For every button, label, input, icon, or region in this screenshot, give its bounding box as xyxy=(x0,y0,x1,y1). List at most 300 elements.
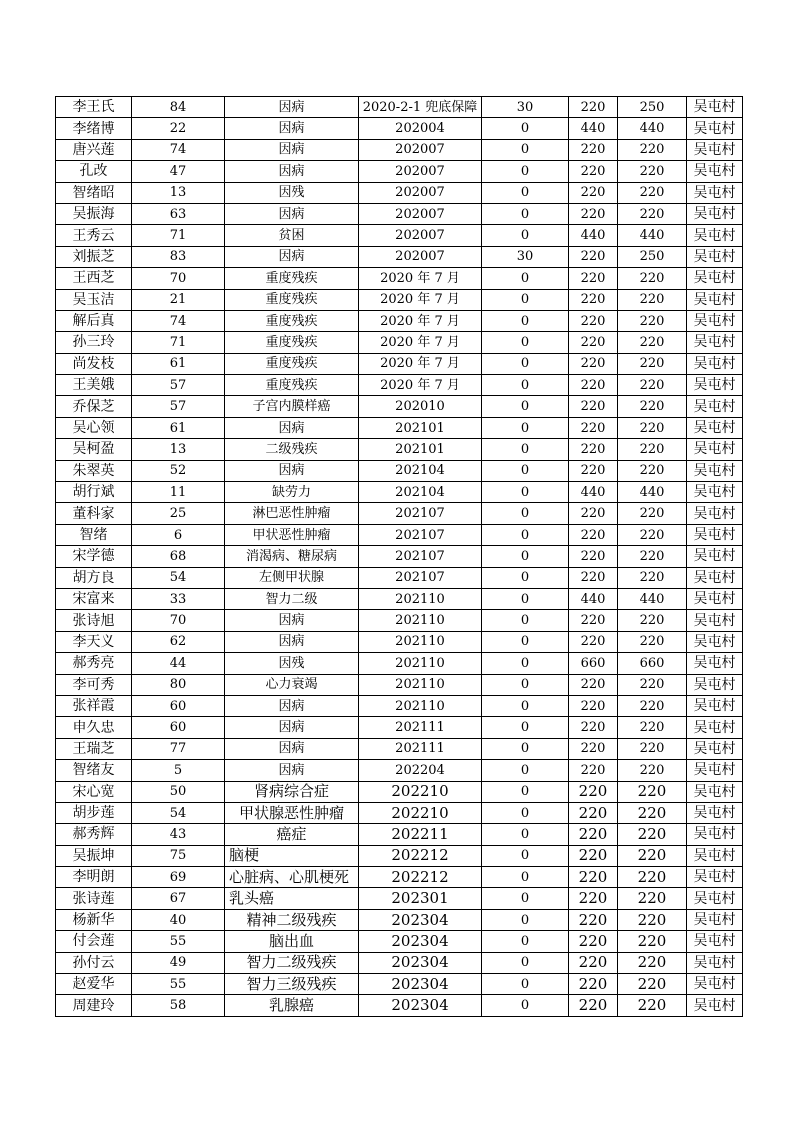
reason-cell: 因病 xyxy=(225,610,359,631)
name-cell: 刘振芝 xyxy=(56,246,132,267)
date-cell: 202107 xyxy=(359,546,482,567)
village-cell: 吴屯村 xyxy=(687,738,743,759)
table-row xyxy=(56,268,743,289)
total-cell: 220 xyxy=(618,503,687,524)
village-cell: 吴屯村 xyxy=(687,867,743,888)
age-cell: 13 xyxy=(132,439,225,460)
table-row xyxy=(56,246,743,267)
standard-cell: 220 xyxy=(569,631,618,652)
age-cell: 47 xyxy=(132,161,225,182)
reason-cell: 智力二级 xyxy=(225,588,359,609)
standard-cell: 220 xyxy=(569,760,618,781)
age-cell: 60 xyxy=(132,717,225,738)
village-cell: 吴屯村 xyxy=(687,417,743,438)
standard-cell: 220 xyxy=(569,952,618,973)
table-row xyxy=(56,845,743,866)
age-cell: 70 xyxy=(132,610,225,631)
name-cell: 胡方良 xyxy=(56,567,132,588)
extra-cell: 0 xyxy=(482,503,569,524)
age-cell: 71 xyxy=(132,225,225,246)
name-cell: 吴玉洁 xyxy=(56,289,132,310)
age-cell: 11 xyxy=(132,482,225,503)
name-cell: 张祥霞 xyxy=(56,695,132,716)
date-cell: 202107 xyxy=(359,503,482,524)
table-row xyxy=(56,417,743,438)
standard-cell: 220 xyxy=(569,695,618,716)
name-cell: 王美娥 xyxy=(56,375,132,396)
table-row xyxy=(56,332,743,353)
table-row xyxy=(56,717,743,738)
extra-cell: 0 xyxy=(482,439,569,460)
total-cell: 660 xyxy=(618,653,687,674)
age-cell: 67 xyxy=(132,888,225,909)
table-row xyxy=(56,995,743,1016)
extra-cell: 0 xyxy=(482,289,569,310)
name-cell: 李王氏 xyxy=(56,97,132,118)
extra-cell: 0 xyxy=(482,482,569,503)
reason-cell: 脑梗 xyxy=(225,845,359,866)
village-cell: 吴屯村 xyxy=(687,97,743,118)
reason-cell: 因病 xyxy=(225,97,359,118)
date-cell: 202212 xyxy=(359,845,482,866)
total-cell: 220 xyxy=(618,909,687,930)
extra-cell: 0 xyxy=(482,995,569,1016)
name-cell: 朱翠英 xyxy=(56,460,132,481)
extra-cell: 0 xyxy=(482,760,569,781)
reason-cell: 智力三级残疾 xyxy=(225,974,359,995)
extra-cell: 0 xyxy=(482,268,569,289)
standard-cell: 220 xyxy=(569,289,618,310)
extra-cell: 0 xyxy=(482,695,569,716)
date-cell: 202104 xyxy=(359,482,482,503)
village-cell: 吴屯村 xyxy=(687,610,743,631)
standard-cell: 220 xyxy=(569,867,618,888)
name-cell: 吴振海 xyxy=(56,203,132,224)
total-cell: 250 xyxy=(618,97,687,118)
name-cell: 智绪 xyxy=(56,524,132,545)
name-cell: 付会莲 xyxy=(56,931,132,952)
date-cell: 202304 xyxy=(359,952,482,973)
name-cell: 董科家 xyxy=(56,503,132,524)
reason-cell: 左侧甲状腺 xyxy=(225,567,359,588)
table-row xyxy=(56,738,743,759)
name-cell: 李明朗 xyxy=(56,867,132,888)
name-cell: 乔保芝 xyxy=(56,396,132,417)
date-cell: 202010 xyxy=(359,396,482,417)
reason-cell: 因病 xyxy=(225,246,359,267)
date-cell: 202210 xyxy=(359,781,482,802)
total-cell: 440 xyxy=(618,482,687,503)
table-row xyxy=(56,161,743,182)
extra-cell: 0 xyxy=(482,460,569,481)
village-cell: 吴屯村 xyxy=(687,246,743,267)
total-cell: 220 xyxy=(618,695,687,716)
total-cell: 220 xyxy=(618,738,687,759)
date-cell: 2020 年 7 月 xyxy=(359,310,482,331)
table-row xyxy=(56,952,743,973)
total-cell: 220 xyxy=(618,824,687,845)
standard-cell: 220 xyxy=(569,353,618,374)
age-cell: 61 xyxy=(132,353,225,374)
total-cell: 220 xyxy=(618,867,687,888)
village-cell: 吴屯村 xyxy=(687,225,743,246)
standard-cell: 220 xyxy=(569,974,618,995)
age-cell: 33 xyxy=(132,588,225,609)
date-cell: 202304 xyxy=(359,931,482,952)
table-row xyxy=(56,396,743,417)
age-cell: 55 xyxy=(132,974,225,995)
extra-cell: 0 xyxy=(482,375,569,396)
standard-cell: 220 xyxy=(569,610,618,631)
date-cell: 202111 xyxy=(359,738,482,759)
name-cell: 胡步莲 xyxy=(56,802,132,823)
age-cell: 84 xyxy=(132,97,225,118)
standard-cell: 220 xyxy=(569,717,618,738)
standard-cell: 220 xyxy=(569,802,618,823)
total-cell: 220 xyxy=(618,289,687,310)
table-row xyxy=(56,653,743,674)
date-cell: 202007 xyxy=(359,182,482,203)
village-cell: 吴屯村 xyxy=(687,161,743,182)
total-cell: 220 xyxy=(618,546,687,567)
date-cell: 202204 xyxy=(359,760,482,781)
reason-cell: 智力二级残疾 xyxy=(225,952,359,973)
extra-cell: 0 xyxy=(482,567,569,588)
name-cell: 孙三玲 xyxy=(56,332,132,353)
extra-cell: 0 xyxy=(482,802,569,823)
name-cell: 李可秀 xyxy=(56,674,132,695)
reason-cell: 子宫内膜样癌 xyxy=(225,396,359,417)
table-row xyxy=(56,353,743,374)
name-cell: 唐兴莲 xyxy=(56,139,132,160)
age-cell: 50 xyxy=(132,781,225,802)
total-cell: 250 xyxy=(618,246,687,267)
standard-cell: 220 xyxy=(569,310,618,331)
age-cell: 83 xyxy=(132,246,225,267)
standard-cell: 220 xyxy=(569,546,618,567)
village-cell: 吴屯村 xyxy=(687,482,743,503)
village-cell: 吴屯村 xyxy=(687,524,743,545)
standard-cell: 220 xyxy=(569,524,618,545)
date-cell: 202004 xyxy=(359,118,482,139)
extra-cell: 0 xyxy=(482,182,569,203)
age-cell: 55 xyxy=(132,931,225,952)
table-row xyxy=(56,546,743,567)
total-cell: 220 xyxy=(618,203,687,224)
standard-cell: 660 xyxy=(569,653,618,674)
name-cell: 吴振坤 xyxy=(56,845,132,866)
age-cell: 57 xyxy=(132,396,225,417)
age-cell: 43 xyxy=(132,824,225,845)
village-cell: 吴屯村 xyxy=(687,760,743,781)
date-cell: 202110 xyxy=(359,674,482,695)
name-cell: 郝秀辉 xyxy=(56,824,132,845)
extra-cell: 0 xyxy=(482,738,569,759)
extra-cell: 0 xyxy=(482,653,569,674)
name-cell: 宋心宽 xyxy=(56,781,132,802)
reason-cell: 因病 xyxy=(225,717,359,738)
village-cell: 吴屯村 xyxy=(687,674,743,695)
reason-cell: 乳头癌 xyxy=(225,888,359,909)
date-cell: 202110 xyxy=(359,588,482,609)
age-cell: 68 xyxy=(132,546,225,567)
date-cell: 202304 xyxy=(359,995,482,1016)
table-row xyxy=(56,631,743,652)
name-cell: 郝秀亮 xyxy=(56,653,132,674)
total-cell: 220 xyxy=(618,802,687,823)
village-cell: 吴屯村 xyxy=(687,289,743,310)
date-cell: 202101 xyxy=(359,439,482,460)
standard-cell: 220 xyxy=(569,674,618,695)
total-cell: 220 xyxy=(618,610,687,631)
total-cell: 220 xyxy=(618,139,687,160)
village-cell: 吴屯村 xyxy=(687,974,743,995)
extra-cell: 0 xyxy=(482,310,569,331)
reason-cell: 因病 xyxy=(225,417,359,438)
extra-cell: 0 xyxy=(482,203,569,224)
age-cell: 77 xyxy=(132,738,225,759)
extra-cell: 0 xyxy=(482,867,569,888)
total-cell: 440 xyxy=(618,225,687,246)
reason-cell: 淋巴恶性肿瘤 xyxy=(225,503,359,524)
table-row xyxy=(56,203,743,224)
table-row xyxy=(56,97,743,118)
date-cell: 202110 xyxy=(359,610,482,631)
total-cell: 220 xyxy=(618,268,687,289)
village-cell: 吴屯村 xyxy=(687,203,743,224)
reason-cell: 重度残疾 xyxy=(225,289,359,310)
date-cell: 202210 xyxy=(359,802,482,823)
date-cell: 202212 xyxy=(359,867,482,888)
age-cell: 44 xyxy=(132,653,225,674)
date-cell: 202111 xyxy=(359,717,482,738)
total-cell: 220 xyxy=(618,332,687,353)
extra-cell: 0 xyxy=(482,225,569,246)
reason-cell: 因残 xyxy=(225,182,359,203)
total-cell: 220 xyxy=(618,567,687,588)
standard-cell: 220 xyxy=(569,439,618,460)
table-row xyxy=(56,118,743,139)
date-cell: 202007 xyxy=(359,246,482,267)
village-cell: 吴屯村 xyxy=(687,268,743,289)
reason-cell: 因病 xyxy=(225,118,359,139)
standard-cell: 220 xyxy=(569,909,618,930)
name-cell: 李绪博 xyxy=(56,118,132,139)
date-cell: 202211 xyxy=(359,824,482,845)
reason-cell: 二级残疾 xyxy=(225,439,359,460)
table-row xyxy=(56,695,743,716)
village-cell: 吴屯村 xyxy=(687,353,743,374)
standard-cell: 220 xyxy=(569,375,618,396)
table-row xyxy=(56,503,743,524)
reason-cell: 因病 xyxy=(225,631,359,652)
village-cell: 吴屯村 xyxy=(687,802,743,823)
reason-cell: 重度残疾 xyxy=(225,332,359,353)
date-cell: 2020 年 7 月 xyxy=(359,268,482,289)
table-row xyxy=(56,802,743,823)
extra-cell: 0 xyxy=(482,353,569,374)
reason-cell: 癌症 xyxy=(225,824,359,845)
village-cell: 吴屯村 xyxy=(687,588,743,609)
extra-cell: 0 xyxy=(482,631,569,652)
standard-cell: 220 xyxy=(569,995,618,1016)
date-cell: 202104 xyxy=(359,460,482,481)
date-cell: 202007 xyxy=(359,161,482,182)
extra-cell: 0 xyxy=(482,674,569,695)
total-cell: 220 xyxy=(618,439,687,460)
age-cell: 49 xyxy=(132,952,225,973)
reason-cell: 脑出血 xyxy=(225,931,359,952)
standard-cell: 220 xyxy=(569,97,618,118)
table-row xyxy=(56,375,743,396)
total-cell: 220 xyxy=(618,417,687,438)
date-cell: 202007 xyxy=(359,203,482,224)
age-cell: 62 xyxy=(132,631,225,652)
name-cell: 解后真 xyxy=(56,310,132,331)
reason-cell: 缺劳力 xyxy=(225,482,359,503)
standard-cell: 220 xyxy=(569,246,618,267)
table-row xyxy=(56,931,743,952)
name-cell: 吴心领 xyxy=(56,417,132,438)
standard-cell: 220 xyxy=(569,417,618,438)
standard-cell: 220 xyxy=(569,332,618,353)
total-cell: 220 xyxy=(618,182,687,203)
total-cell: 220 xyxy=(618,845,687,866)
table-row xyxy=(56,482,743,503)
date-cell: 202304 xyxy=(359,909,482,930)
date-cell: 202110 xyxy=(359,653,482,674)
reason-cell: 贫困 xyxy=(225,225,359,246)
village-cell: 吴屯村 xyxy=(687,824,743,845)
age-cell: 69 xyxy=(132,867,225,888)
total-cell: 220 xyxy=(618,717,687,738)
table-row xyxy=(56,139,743,160)
village-cell: 吴屯村 xyxy=(687,952,743,973)
date-cell: 202301 xyxy=(359,888,482,909)
extra-cell: 0 xyxy=(482,139,569,160)
reason-cell: 因病 xyxy=(225,760,359,781)
reason-cell: 重度残疾 xyxy=(225,353,359,374)
date-cell: 2020-2-1 兜底保障 xyxy=(359,97,482,118)
age-cell: 6 xyxy=(132,524,225,545)
village-cell: 吴屯村 xyxy=(687,567,743,588)
age-cell: 54 xyxy=(132,567,225,588)
reason-cell: 因病 xyxy=(225,203,359,224)
table-row xyxy=(56,781,743,802)
age-cell: 25 xyxy=(132,503,225,524)
village-cell: 吴屯村 xyxy=(687,332,743,353)
total-cell: 220 xyxy=(618,931,687,952)
standard-cell: 220 xyxy=(569,268,618,289)
name-cell: 王秀云 xyxy=(56,225,132,246)
extra-cell: 0 xyxy=(482,546,569,567)
age-cell: 57 xyxy=(132,375,225,396)
name-cell: 宋学德 xyxy=(56,546,132,567)
standard-cell: 220 xyxy=(569,203,618,224)
village-cell: 吴屯村 xyxy=(687,781,743,802)
extra-cell: 30 xyxy=(482,97,569,118)
reason-cell: 乳腺癌 xyxy=(225,995,359,1016)
date-cell: 202304 xyxy=(359,974,482,995)
age-cell: 60 xyxy=(132,695,225,716)
table-row xyxy=(56,610,743,631)
village-cell: 吴屯村 xyxy=(687,631,743,652)
extra-cell: 0 xyxy=(482,952,569,973)
standard-cell: 220 xyxy=(569,738,618,759)
reason-cell: 因病 xyxy=(225,738,359,759)
table-row xyxy=(56,674,743,695)
table-row xyxy=(56,524,743,545)
total-cell: 220 xyxy=(618,460,687,481)
reason-cell: 因残 xyxy=(225,653,359,674)
village-cell: 吴屯村 xyxy=(687,888,743,909)
age-cell: 58 xyxy=(132,995,225,1016)
standard-cell: 440 xyxy=(569,588,618,609)
table-row xyxy=(56,888,743,909)
village-cell: 吴屯村 xyxy=(687,909,743,930)
total-cell: 220 xyxy=(618,524,687,545)
village-cell: 吴屯村 xyxy=(687,182,743,203)
reason-cell: 重度残疾 xyxy=(225,310,359,331)
standard-cell: 220 xyxy=(569,396,618,417)
table-row xyxy=(56,567,743,588)
table-row xyxy=(56,460,743,481)
name-cell: 周建玲 xyxy=(56,995,132,1016)
date-cell: 2020 年 7 月 xyxy=(359,332,482,353)
extra-cell: 0 xyxy=(482,610,569,631)
total-cell: 220 xyxy=(618,310,687,331)
village-cell: 吴屯村 xyxy=(687,439,743,460)
table-row xyxy=(56,289,743,310)
standard-cell: 220 xyxy=(569,931,618,952)
extra-cell: 0 xyxy=(482,824,569,845)
name-cell: 孙付云 xyxy=(56,952,132,973)
village-cell: 吴屯村 xyxy=(687,375,743,396)
age-cell: 40 xyxy=(132,909,225,930)
extra-cell: 0 xyxy=(482,332,569,353)
total-cell: 220 xyxy=(618,781,687,802)
date-cell: 2020 年 7 月 xyxy=(359,375,482,396)
standard-cell: 440 xyxy=(569,482,618,503)
date-cell: 202107 xyxy=(359,524,482,545)
standard-cell: 220 xyxy=(569,888,618,909)
age-cell: 80 xyxy=(132,674,225,695)
age-cell: 54 xyxy=(132,802,225,823)
table-row xyxy=(56,867,743,888)
relief-roster-table xyxy=(55,96,743,1017)
reason-cell: 甲状恶性肿瘤 xyxy=(225,524,359,545)
village-cell: 吴屯村 xyxy=(687,845,743,866)
village-cell: 吴屯村 xyxy=(687,118,743,139)
total-cell: 220 xyxy=(618,396,687,417)
village-cell: 吴屯村 xyxy=(687,396,743,417)
age-cell: 74 xyxy=(132,310,225,331)
name-cell: 宋富来 xyxy=(56,588,132,609)
reason-cell: 因病 xyxy=(225,460,359,481)
age-cell: 22 xyxy=(132,118,225,139)
date-cell: 202110 xyxy=(359,695,482,716)
village-cell: 吴屯村 xyxy=(687,139,743,160)
table-row xyxy=(56,439,743,460)
table-row xyxy=(56,974,743,995)
total-cell: 220 xyxy=(618,674,687,695)
name-cell: 孔改 xyxy=(56,161,132,182)
age-cell: 21 xyxy=(132,289,225,310)
village-cell: 吴屯村 xyxy=(687,310,743,331)
extra-cell: 0 xyxy=(482,396,569,417)
reason-cell: 甲状腺恶性肿瘤 xyxy=(225,802,359,823)
table-row xyxy=(56,588,743,609)
